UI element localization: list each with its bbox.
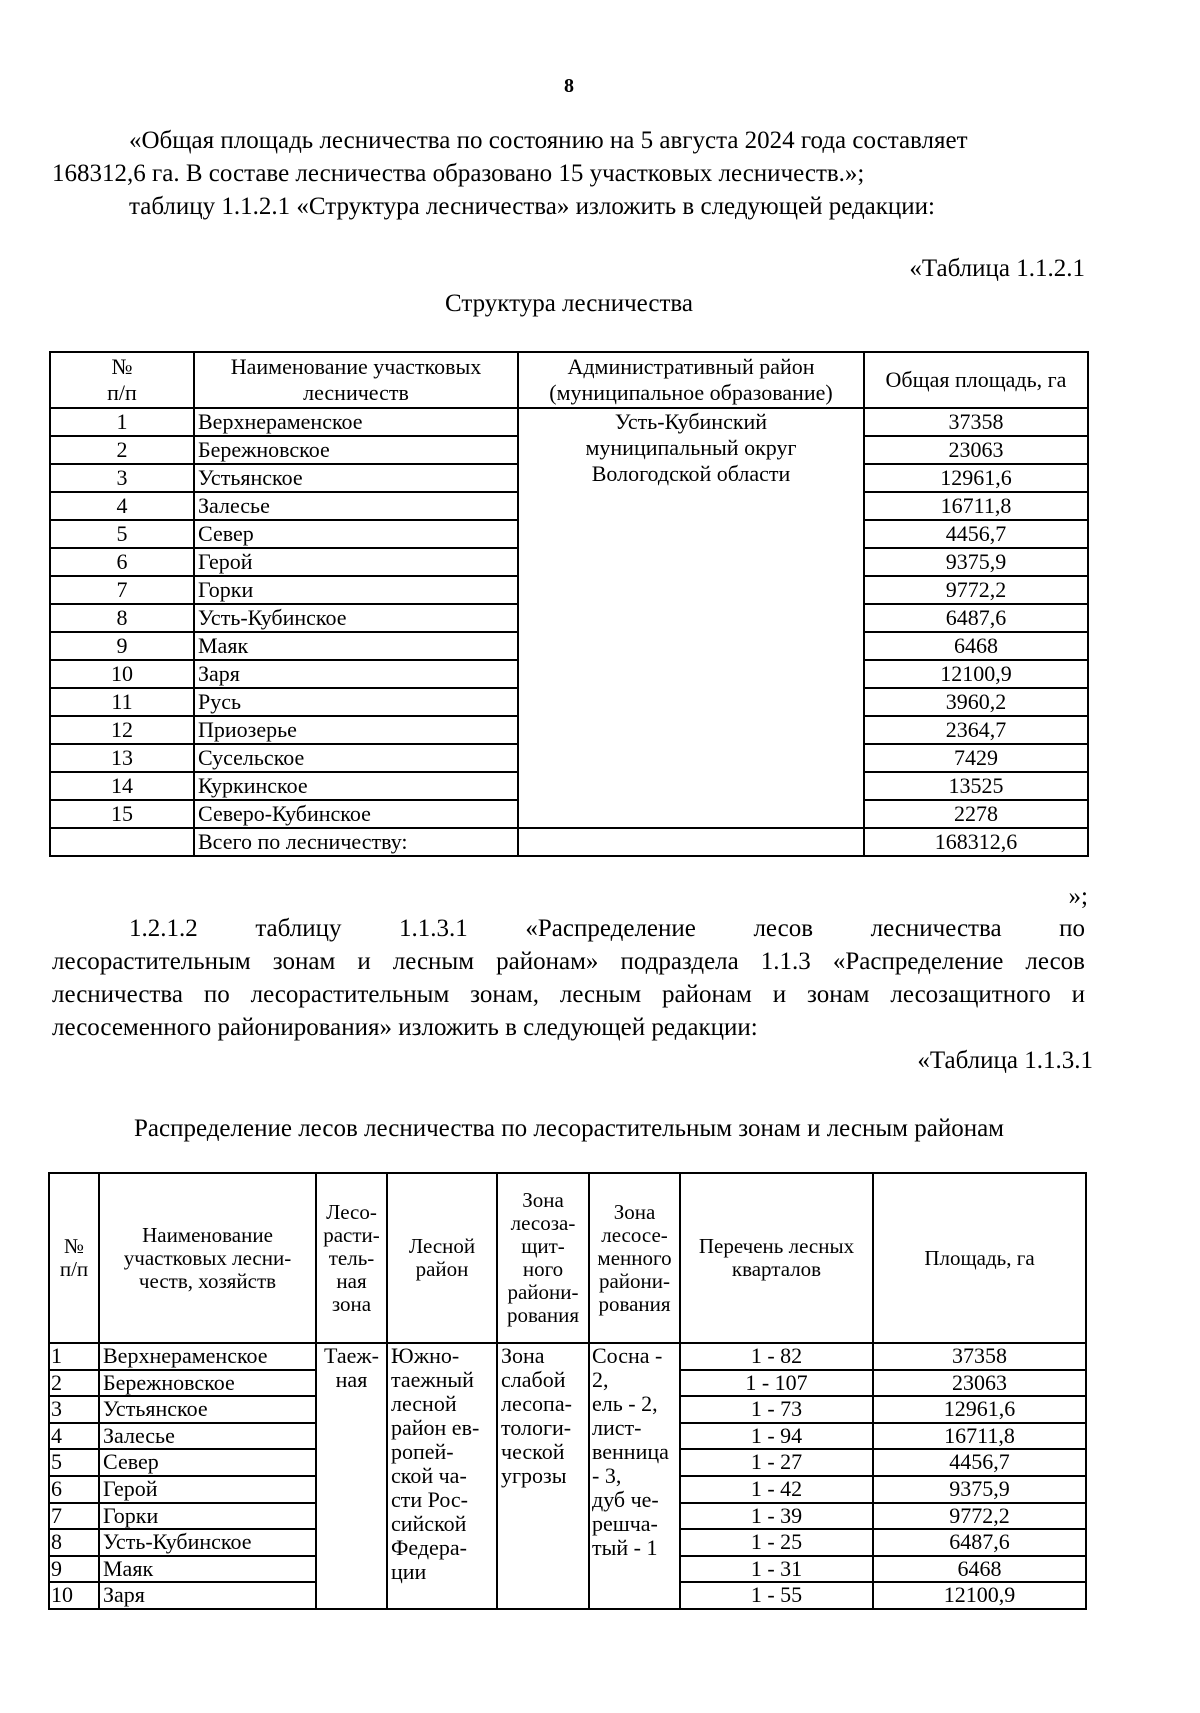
header-protection-zone: Зона лесоза- щит- ного райони- рования [497, 1173, 589, 1343]
header-vegetation-zone: Лесо- расти- тель- ная зона [316, 1173, 387, 1343]
quarters-cell: 1 - 55 [680, 1582, 873, 1609]
forestry-name: Приозерье [194, 716, 518, 744]
forest-distribution-table [48, 1172, 1087, 1610]
row-number: 13 [50, 744, 194, 772]
protection-zone-cell: Зона слабой лесопа- тологи- ческой угрозы [497, 1343, 589, 1609]
forestry-name: Бережновское [99, 1370, 316, 1397]
area-cell: 13525 [864, 772, 1088, 800]
row-number: 5 [50, 520, 194, 548]
header-number: № п/п [49, 1173, 99, 1343]
area-cell: 2278 [864, 800, 1088, 828]
row-number: 12 [50, 716, 194, 744]
header-name: Наименование участковых лесни- честв, хозяйств [99, 1173, 316, 1343]
forestry-name: Герой [194, 548, 518, 576]
area-cell: 37358 [873, 1343, 1086, 1370]
row-number: 15 [50, 800, 194, 828]
para2-line-1: 1.2.1.2 таблицу 1.1.3.1 «Распределение лесов лесничества по [129, 915, 1085, 942]
area-cell: 37358 [864, 408, 1088, 436]
row-number: 9 [50, 632, 194, 660]
forest-district-cell: Южно- таежный лесной район ев- ропей- ской ча- сти Рос- сийской Федера- ции [387, 1343, 497, 1609]
row-number: 1 [49, 1343, 99, 1370]
forestry-name: Куркинское [194, 772, 518, 800]
area-cell: 9772,2 [864, 576, 1088, 604]
table1-closing: »; [1068, 883, 1088, 910]
row-number: 8 [50, 604, 194, 632]
seed-zone-cell: Сосна - 2, ель - 2, лист- венница - 3, дуб че- решча- тый - 1 [589, 1343, 680, 1609]
row-number: 3 [49, 1396, 99, 1423]
table1-title: Структура лесничества [445, 290, 693, 317]
area-cell: 23063 [873, 1370, 1086, 1397]
intro-line-3: таблицу 1.1.2.1 «Структура лесничества» изложить в следующей редакции: [129, 193, 936, 220]
area-cell: 9772,2 [873, 1503, 1086, 1530]
area-cell: 7429 [864, 744, 1088, 772]
forestry-name: Верхнераменское [194, 408, 518, 436]
forestry-name: Залесье [194, 492, 518, 520]
forestry-name: Горки [194, 576, 518, 604]
header-forest-district: Лесной район [387, 1173, 497, 1343]
quarters-cell: 1 - 73 [680, 1396, 873, 1423]
table2-label: «Таблица 1.1.3.1 [917, 1047, 1093, 1074]
page-number: 8 [564, 75, 574, 97]
forestry-name: Горки [99, 1503, 316, 1530]
row-number: 11 [50, 688, 194, 716]
area-cell: 4456,7 [873, 1449, 1086, 1476]
area-cell: 6487,6 [873, 1529, 1086, 1556]
forestry-name: Устьянское [99, 1396, 316, 1423]
row-number: 6 [49, 1476, 99, 1503]
total-row [50, 828, 1088, 856]
row-number: 3 [50, 464, 194, 492]
forestry-name: Северо-Кубинское [194, 800, 518, 828]
header-seed-zone: Зона лесосе- менного райони- рования [589, 1173, 680, 1343]
header-number: № п/п [50, 352, 194, 408]
forestry-name: Бережновское [194, 436, 518, 464]
forestry-name: Усть-Кубинское [194, 604, 518, 632]
quarters-cell: 1 - 31 [680, 1556, 873, 1583]
area-cell: 16711,8 [873, 1423, 1086, 1450]
area-cell: 16711,8 [864, 492, 1088, 520]
area-cell: 3960,2 [864, 688, 1088, 716]
para2-line-2: лесорастительным зонам и лесным районам» подраздела 1.1.3 «Распределение лесов [52, 948, 1085, 975]
quarters-cell: 1 - 27 [680, 1449, 873, 1476]
header-district: Административный район (муниципальное образование) [518, 352, 864, 408]
quarters-cell: 1 - 107 [680, 1370, 873, 1397]
table-row [50, 408, 1088, 436]
area-cell: 12100,9 [864, 660, 1088, 688]
table2-title: Распределение лесов лесничества по лесорастительным зонам и лесным районам [133, 1115, 1005, 1142]
area-cell: 12961,6 [864, 464, 1088, 492]
forestry-name: Устьянское [194, 464, 518, 492]
forestry-name: Верхнераменское [99, 1343, 316, 1370]
row-number: 9 [49, 1556, 99, 1583]
para2-line-4: лесосеменного районирования» изложить в следующей редакции: [52, 1014, 758, 1041]
row-number: 14 [50, 772, 194, 800]
row-number: 8 [49, 1529, 99, 1556]
row-number: 7 [49, 1503, 99, 1530]
area-cell: 6468 [864, 632, 1088, 660]
intro-line-1: «Общая площадь лесничества по состоянию на 5 августа 2024 года составляет [129, 127, 968, 154]
intro-line-2: 168312,6 га. В составе лесничества образовано 15 участковых лесничеств.»; [52, 160, 865, 187]
forestry-name: Герой [99, 1476, 316, 1503]
forestry-name: Маяк [194, 632, 518, 660]
area-cell: 4456,7 [864, 520, 1088, 548]
area-cell: 6468 [873, 1556, 1086, 1583]
total-empty-cell [518, 828, 864, 856]
forestry-name: Север [99, 1449, 316, 1476]
table-header-row [50, 352, 1088, 408]
forestry-name: Север [194, 520, 518, 548]
table-row [49, 1343, 1086, 1370]
table-header-row [49, 1173, 1086, 1343]
row-number: 7 [50, 576, 194, 604]
forestry-structure-table [49, 351, 1089, 857]
forestry-name: Усть-Кубинское [99, 1529, 316, 1556]
area-cell: 9375,9 [873, 1476, 1086, 1503]
area-cell: 2364,7 [864, 716, 1088, 744]
area-cell: 6487,6 [864, 604, 1088, 632]
total-empty-cell [50, 828, 194, 856]
area-cell: 12961,6 [873, 1396, 1086, 1423]
forestry-name: Сусельское [194, 744, 518, 772]
row-number: 2 [50, 436, 194, 464]
row-number: 6 [50, 548, 194, 576]
row-number: 4 [50, 492, 194, 520]
area-cell: 12100,9 [873, 1582, 1086, 1609]
total-label: Всего по лесничеству: [194, 828, 518, 856]
row-number: 5 [49, 1449, 99, 1476]
row-number: 1 [50, 408, 194, 436]
vegetation-zone-cell: Таеж- ная [316, 1343, 387, 1609]
row-number: 10 [50, 660, 194, 688]
quarters-cell: 1 - 25 [680, 1529, 873, 1556]
table1-label: «Таблица 1.1.2.1 [909, 255, 1085, 282]
header-name: Наименование участковых лесничеств [194, 352, 518, 408]
header-quarters: Перечень лесных кварталов [680, 1173, 873, 1343]
header-area: Общая площадь, га [864, 352, 1088, 408]
area-cell: 23063 [864, 436, 1088, 464]
row-number: 2 [49, 1370, 99, 1397]
quarters-cell: 1 - 94 [680, 1423, 873, 1450]
forestry-name: Русь [194, 688, 518, 716]
para2-line-3: лесничества по лесорастительным зонам, лесным районам и зонам лесозащитного и [52, 981, 1085, 1008]
row-number: 4 [49, 1423, 99, 1450]
quarters-cell: 1 - 42 [680, 1476, 873, 1503]
district-cell: Усть-Кубинский муниципальный округ Вологодской области [518, 408, 864, 828]
header-area: Площадь, га [873, 1173, 1086, 1343]
forestry-name: Заря [99, 1582, 316, 1609]
total-area: 168312,6 [864, 828, 1088, 856]
forestry-name: Залесье [99, 1423, 316, 1450]
forestry-name: Маяк [99, 1556, 316, 1583]
row-number: 10 [49, 1582, 99, 1609]
quarters-cell: 1 - 82 [680, 1343, 873, 1370]
area-cell: 9375,9 [864, 548, 1088, 576]
quarters-cell: 1 - 39 [680, 1503, 873, 1530]
forestry-name: Заря [194, 660, 518, 688]
